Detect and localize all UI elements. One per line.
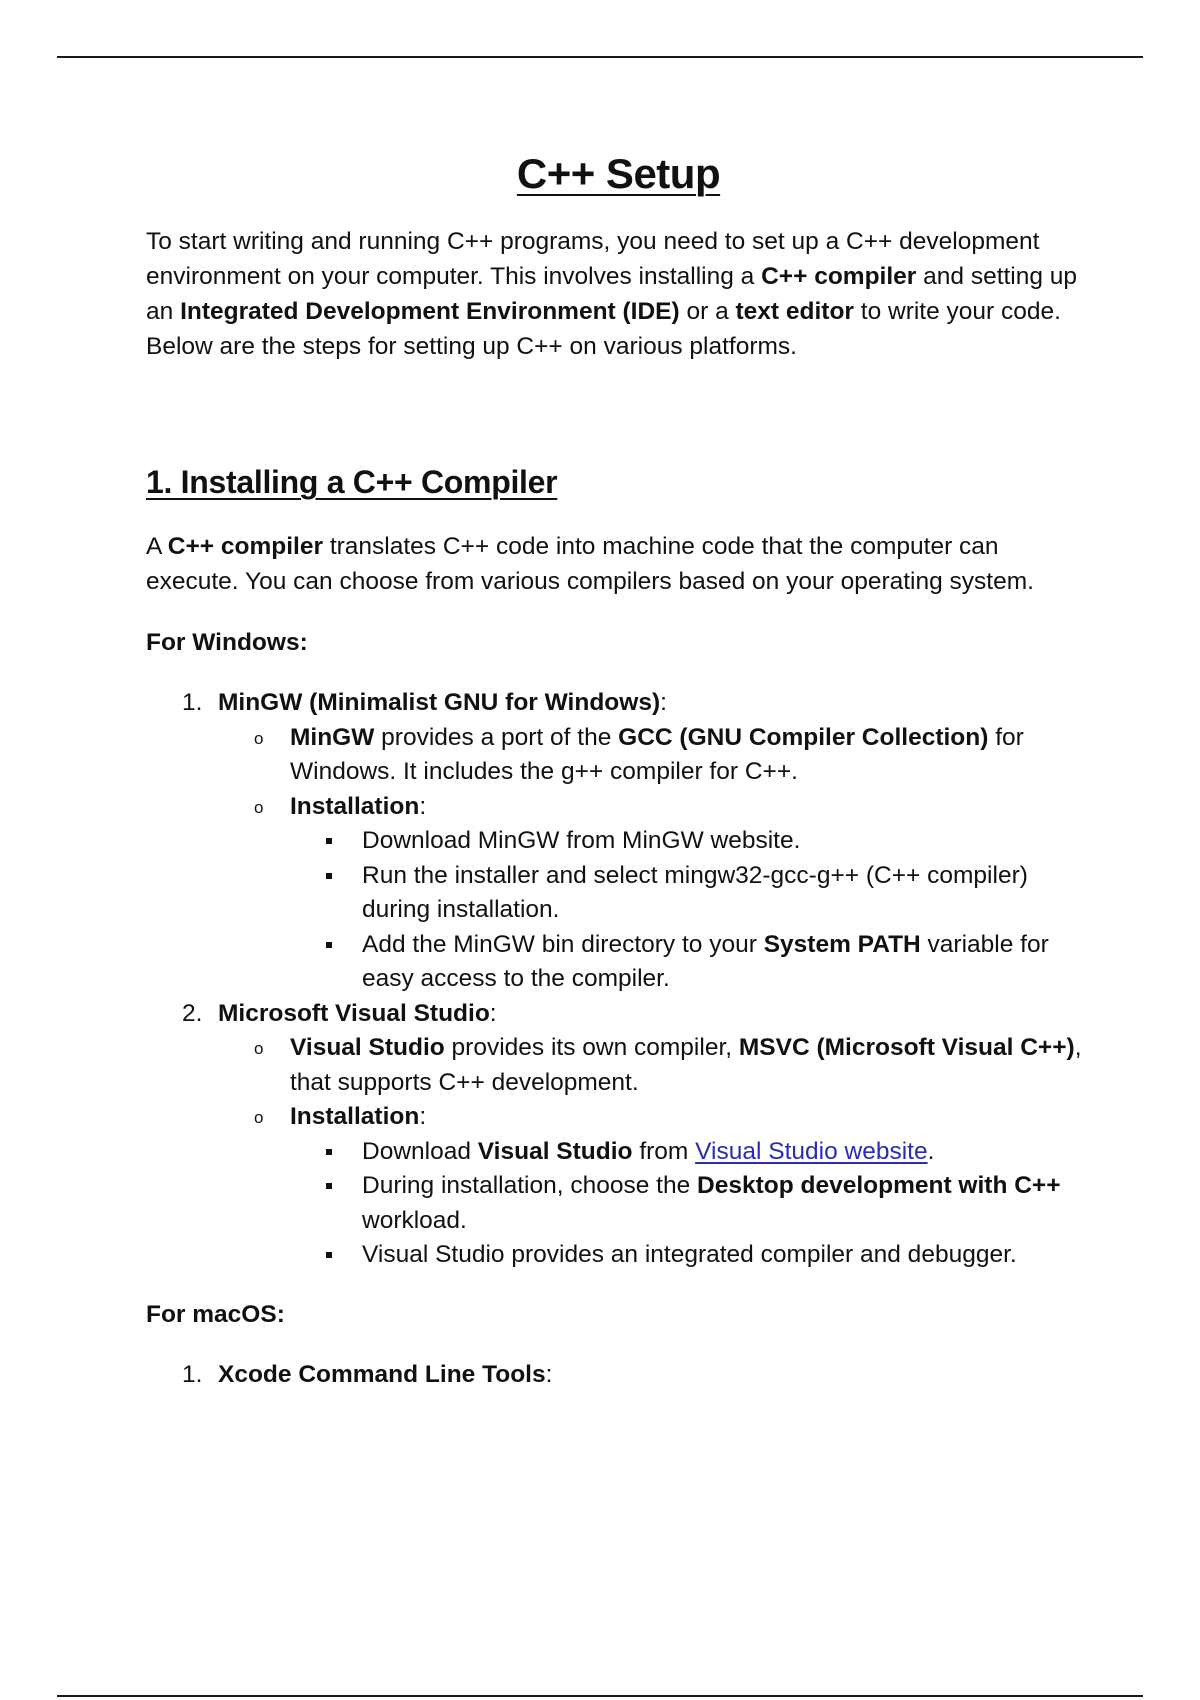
visual-studio-title: Microsoft Visual Studio xyxy=(218,999,490,1027)
step-item xyxy=(290,928,1091,997)
colon: : xyxy=(489,999,497,1027)
macos-heading: For macOS: xyxy=(146,1300,285,1328)
mingw-install-steps xyxy=(290,824,1091,997)
sublist-item xyxy=(218,721,1091,790)
list-item-mingw xyxy=(146,686,1091,997)
windows-heading: For Windows: xyxy=(146,629,308,656)
list-item-xcode xyxy=(146,1358,1091,1393)
colon: : xyxy=(419,792,427,820)
xcode-title: Xcode Command Line Tools xyxy=(218,1360,546,1388)
step-item xyxy=(290,1169,1091,1238)
installation-label: Installation xyxy=(290,792,420,820)
colon: : xyxy=(660,689,667,716)
step-text: Download xyxy=(362,1137,478,1165)
intro-text: or a xyxy=(679,298,736,325)
circle-bullet-icon: o xyxy=(254,1108,264,1127)
list-number: 2. xyxy=(182,999,203,1027)
bold-desktop-development: Desktop development with C++ xyxy=(697,1172,1061,1199)
mingw-title: MinGW (Minimalist GNU for Windows) xyxy=(218,689,661,716)
desc-bold-compiler: C++ compiler xyxy=(167,533,324,560)
bold-gcc: GCC (GNU Compiler Collection) xyxy=(618,723,989,751)
visual-studio-sublist xyxy=(218,1031,1091,1273)
bold-mingw: MinGW xyxy=(290,723,375,751)
sublist-item xyxy=(218,1100,1091,1273)
intro-text: and setting up an xyxy=(146,263,1078,325)
square-bullet-icon xyxy=(326,1252,332,1258)
text: provides its own compiler, xyxy=(444,1034,739,1061)
desc-text: translates C++ code into machine code that the computer can execute. You can choose from various compilers based on your operating system. xyxy=(146,533,1034,595)
colon: : xyxy=(545,1360,553,1388)
page-bottom-rule xyxy=(57,1695,1143,1697)
macos-compiler-list xyxy=(146,1358,1091,1393)
sublist-item xyxy=(218,1031,1091,1100)
intro-bold-text-editor: text editor xyxy=(735,298,854,325)
bold-visual-studio: Visual Studio xyxy=(290,1034,445,1061)
sublist-item xyxy=(218,790,1091,997)
step-item xyxy=(290,1238,1091,1273)
intro-paragraph xyxy=(146,224,1091,364)
step-text: Visual Studio provides an integrated compiler and debugger. xyxy=(362,1241,1017,1268)
section-heading-compiler: 1. Installing a C++ Compiler xyxy=(146,464,558,500)
visual-studio-install-steps xyxy=(290,1135,1091,1273)
circle-bullet-icon: o xyxy=(254,797,264,817)
square-bullet-icon xyxy=(326,1183,332,1189)
bold-visual-studio: Visual Studio xyxy=(477,1137,633,1165)
step-text: Add the MinGW bin directory to your xyxy=(362,930,764,958)
list-number: 1. xyxy=(182,1360,203,1388)
step-text: workload. xyxy=(362,1206,467,1234)
intro-text: To start writing and running C++ programs, you need to set up a C++ development environment on your computer. This involves installing a xyxy=(146,228,1040,290)
step-item xyxy=(290,1135,1091,1170)
bold-system-path: System PATH xyxy=(763,930,921,958)
square-bullet-icon xyxy=(326,873,332,879)
circle-bullet-icon: o xyxy=(254,1039,264,1058)
windows-compiler-list xyxy=(146,686,1091,1273)
intro-bold-ide: Integrated Development Environment (IDE) xyxy=(180,298,680,325)
step-text: During installation, choose the xyxy=(362,1172,698,1199)
section-description xyxy=(146,529,1091,599)
page-top-rule xyxy=(57,56,1143,58)
document-body xyxy=(146,150,1091,1392)
installation-label: Installation xyxy=(290,1103,420,1130)
step-text: . xyxy=(927,1137,935,1165)
intro-bold-compiler: C++ compiler xyxy=(761,263,917,290)
bold-msvc: MSVC (Microsoft Visual C++) xyxy=(738,1034,1075,1061)
circle-bullet-icon: o xyxy=(254,728,264,748)
text: , that supports C++ development. xyxy=(290,1034,1082,1096)
desc-text: A xyxy=(146,533,168,560)
step-text: Run the installer and select mingw32-gcc-g++ (C++ compiler) during installation. xyxy=(362,861,1028,923)
list-item-visual-studio xyxy=(146,997,1091,1273)
square-bullet-icon xyxy=(326,942,332,948)
step-item xyxy=(290,859,1091,928)
text: provides a port of the xyxy=(374,723,619,751)
text: for Windows. It includes the g++ compiler for C++. xyxy=(290,723,1024,785)
page-title: C++ Setup xyxy=(516,150,721,197)
colon: : xyxy=(419,1103,427,1130)
list-number: 1. xyxy=(182,689,203,716)
step-item xyxy=(290,824,1091,859)
square-bullet-icon xyxy=(326,838,332,844)
step-text: variable for easy access to the compiler. xyxy=(362,930,1049,992)
square-bullet-icon xyxy=(326,1149,332,1155)
visual-studio-website-link[interactable]: Visual Studio website xyxy=(695,1137,928,1165)
mingw-sublist xyxy=(218,721,1091,997)
step-text: Download MinGW from MinGW website. xyxy=(362,827,801,854)
intro-text: to write your code. Below are the steps for setting up C++ on various platforms. xyxy=(146,298,1061,360)
step-text: from xyxy=(632,1137,696,1165)
